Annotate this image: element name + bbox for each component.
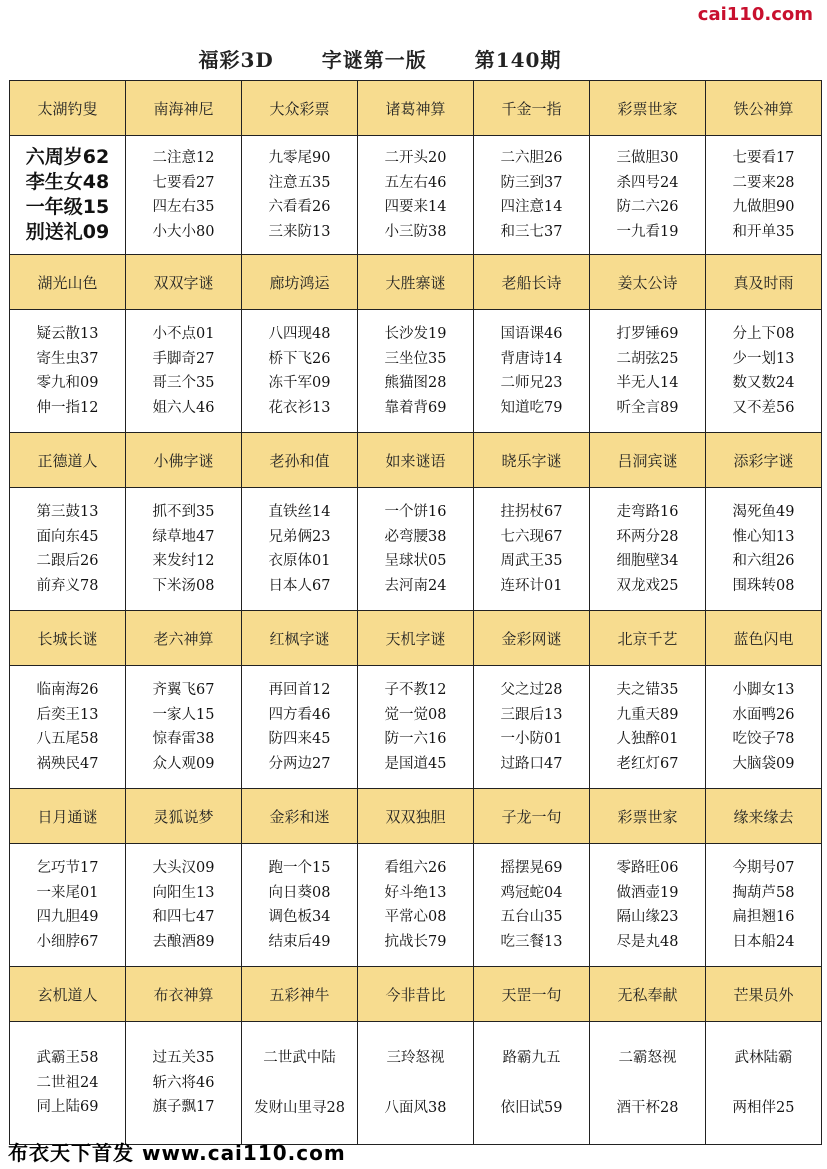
riddle-line: 和开单35 [732, 223, 795, 240]
column-title: 真及时雨 [706, 255, 822, 310]
riddle-line: 直铁丝14 [268, 504, 331, 520]
column-title: 天机字谜 [358, 611, 474, 666]
riddle-line: 别送礼09 [25, 221, 110, 243]
riddle-line: 哥三个35 [152, 375, 215, 391]
riddle-line: 国语课46 [500, 326, 563, 342]
riddle-line: 靠着背69 [384, 399, 447, 416]
column-title: 双双独胆 [358, 789, 474, 844]
riddle-line: 七要看17 [732, 150, 795, 166]
riddle-line: 少一划13 [732, 350, 795, 367]
riddle-line: 花衣衫13 [268, 399, 331, 416]
riddle-line: 前弃义78 [36, 577, 99, 594]
riddle-cell [590, 136, 706, 255]
riddle-line: 过五关35 [152, 1050, 215, 1067]
riddle-line: 日本船24 [732, 933, 795, 950]
riddle-line: 日本人67 [268, 577, 331, 594]
riddle-line: 二开头20 [384, 150, 447, 166]
column-title: 蓝色闪电 [706, 611, 822, 666]
column-title: 日月通谜 [10, 789, 126, 844]
riddle-line: 今期号07 [732, 860, 795, 876]
column-title: 红枫字谜 [242, 611, 358, 666]
riddle-line: 四要来14 [384, 199, 447, 215]
riddle-line: 必弯腰38 [384, 528, 447, 545]
riddle-line: 兄弟俩23 [268, 528, 331, 545]
riddle-line: 一个饼16 [384, 504, 447, 520]
riddle-line: 大头汉09 [152, 860, 215, 876]
riddle-cell [358, 666, 474, 789]
riddle-line: 注意五35 [268, 174, 331, 191]
column-title: 晓乐字谜 [474, 433, 590, 488]
riddle-line: 三玲怒视 [386, 1050, 445, 1066]
column-title: 灵狐说梦 [126, 789, 242, 844]
riddle-line: 和三七37 [500, 223, 563, 240]
header-row [10, 967, 822, 1022]
riddle-line: 又不差56 [732, 399, 795, 416]
riddle-cell [706, 488, 822, 611]
riddle-line: 二世武中陆 [263, 1050, 336, 1066]
riddle-line: 防四来45 [268, 731, 331, 747]
riddle-line: 疑云散13 [36, 326, 99, 342]
riddle-line: 小脚女13 [732, 682, 795, 698]
riddle-line: 乞巧节17 [36, 860, 99, 876]
column-title: 天罡一句 [474, 967, 590, 1022]
riddle-cell [10, 844, 126, 967]
header-row [10, 433, 822, 488]
column-title: 正德道人 [10, 433, 126, 488]
riddle-line: 父之过28 [500, 682, 563, 698]
riddle-line: 摇摆晃69 [500, 860, 563, 876]
column-title: 吕洞宾谜 [590, 433, 706, 488]
riddle-cell [358, 844, 474, 967]
riddle-line: 旗子飘17 [152, 1099, 215, 1116]
riddle-line: 鸡冠蛇04 [500, 884, 563, 901]
riddle-line: 小大小80 [152, 223, 215, 240]
riddle-line: 零路旺06 [616, 860, 679, 876]
riddle-line: 和六组26 [732, 553, 795, 569]
riddle-cell [242, 488, 358, 611]
column-title: 铁公神算 [706, 81, 822, 136]
riddle-line: 二师兄23 [500, 375, 563, 391]
riddle-line: 看组六26 [384, 860, 447, 876]
content-row [10, 844, 822, 967]
column-title: 金彩和迷 [242, 789, 358, 844]
riddle-cell [706, 1022, 822, 1145]
riddle-line: 做酒壶19 [616, 884, 679, 901]
riddle-line: 第三鼓13 [36, 504, 99, 520]
content-row [10, 1022, 822, 1145]
column-title: 南海神尼 [126, 81, 242, 136]
riddle-cell [358, 488, 474, 611]
riddle-line: 武霸王58 [36, 1050, 99, 1067]
riddle-cell [590, 488, 706, 611]
riddle-line: 同上陆69 [36, 1099, 99, 1116]
riddle-line: 打罗锤69 [616, 326, 679, 342]
riddle-line: 斩六将46 [152, 1074, 215, 1091]
riddle-cell [242, 310, 358, 433]
riddle-line: 众人观09 [152, 755, 215, 772]
riddle-line: 小三防38 [384, 223, 447, 240]
riddle-line: 三坐位35 [384, 350, 447, 367]
header-row [10, 81, 822, 136]
riddle-line: 七要看27 [152, 174, 215, 191]
column-title: 彩票世家 [590, 789, 706, 844]
riddle-line: 路霸九五 [502, 1050, 561, 1066]
riddle-line: 觉一觉08 [384, 706, 447, 723]
column-title: 小佛字谜 [126, 433, 242, 488]
riddle-line: 抗战长79 [384, 933, 447, 950]
riddle-line: 水面鸭26 [732, 706, 795, 723]
riddle-cell [10, 1022, 126, 1145]
riddle-cell [706, 844, 822, 967]
riddle-cell [10, 136, 126, 255]
riddle-cell [590, 844, 706, 967]
riddle-cell [590, 310, 706, 433]
riddle-line: 六周岁62 [25, 146, 110, 168]
riddle-line: 夫之错35 [616, 682, 679, 698]
riddle-cell [126, 136, 242, 255]
riddle-line: 来发纣12 [152, 553, 215, 569]
riddle-line: 桥下飞26 [268, 350, 331, 367]
riddle-cell [10, 666, 126, 789]
riddle-line: 五台山35 [500, 909, 563, 925]
riddle-line: 吃三餐13 [500, 933, 563, 950]
riddle-line: 尽是丸48 [616, 933, 679, 950]
riddle-line: 六看看26 [268, 199, 331, 215]
riddle-cell [242, 844, 358, 967]
riddle-line: 九零尾90 [268, 150, 331, 166]
riddle-line: 隔山缘23 [616, 909, 679, 925]
riddle-cell [10, 310, 126, 433]
riddle-cell [358, 310, 474, 433]
riddle-cell [706, 136, 822, 255]
header-issue: 第140期 [474, 48, 562, 72]
column-title: 五彩神牛 [242, 967, 358, 1022]
riddle-line: 围珠转08 [732, 577, 795, 594]
riddle-line: 掏葫芦58 [732, 884, 795, 901]
riddle-line: 渴死鱼49 [732, 504, 795, 520]
riddle-cell [242, 136, 358, 255]
riddle-line: 一年级15 [25, 196, 110, 218]
column-title: 无私奉献 [590, 967, 706, 1022]
riddle-line: 下米汤08 [152, 577, 215, 594]
column-title: 姜太公诗 [590, 255, 706, 310]
column-title: 双双字谜 [126, 255, 242, 310]
riddle-line: 二胡弦25 [616, 350, 679, 367]
riddle-cell [590, 1022, 706, 1145]
riddle-line: 小不点01 [152, 326, 215, 342]
content-row [10, 666, 822, 789]
riddle-line: 二要来28 [732, 174, 795, 191]
riddle-line: 寄生虫37 [36, 350, 99, 367]
riddle-line: 呈球状05 [384, 553, 447, 569]
riddle-line: 走弯路16 [616, 504, 679, 520]
column-title: 老六神算 [126, 611, 242, 666]
riddle-line: 长沙发19 [384, 326, 447, 342]
riddle-cell [126, 844, 242, 967]
column-title: 大胜寨谜 [358, 255, 474, 310]
riddle-line: 分上下08 [732, 326, 795, 342]
riddle-line: 大脑袋09 [732, 755, 795, 772]
riddle-line: 姐六人46 [152, 399, 215, 416]
riddle-line: 抓不到35 [152, 504, 215, 520]
riddle-line: 小细脖67 [36, 933, 99, 950]
riddle-line: 李生女48 [25, 171, 110, 193]
riddle-line: 二世祖24 [36, 1074, 99, 1091]
riddle-cell [358, 136, 474, 255]
riddle-line: 衣原体01 [268, 553, 331, 569]
riddle-line: 人独醉01 [616, 731, 679, 747]
riddle-line: 背唐诗14 [500, 350, 563, 367]
riddle-line: 一九看19 [616, 223, 679, 240]
riddle-line: 杀四号24 [616, 174, 679, 191]
riddle-cell [126, 666, 242, 789]
column-title: 千金一指 [474, 81, 590, 136]
riddle-line: 八四现48 [268, 326, 331, 342]
riddle-line: 子不教12 [384, 682, 447, 698]
column-title: 诸葛神算 [358, 81, 474, 136]
riddle-line: 武林陆霸 [734, 1050, 793, 1066]
header-row [10, 255, 822, 310]
riddle-line: 八面风38 [384, 1100, 447, 1116]
riddle-line: 四左右35 [152, 199, 215, 215]
content-row [10, 488, 822, 611]
column-title: 湖光山色 [10, 255, 126, 310]
riddle-line: 二六胆26 [500, 150, 563, 166]
riddle-line: 后奕王13 [36, 706, 99, 723]
riddle-line: 去河南24 [384, 577, 447, 594]
riddle-line: 是国道45 [384, 755, 447, 772]
header-row [10, 789, 822, 844]
content-row [10, 310, 822, 433]
riddle-cell [126, 488, 242, 611]
column-title: 芒果员外 [706, 967, 822, 1022]
riddle-line: 跑一个15 [268, 860, 331, 876]
riddle-line: 再回首12 [268, 682, 331, 698]
riddle-line: 扁担翘16 [732, 909, 795, 925]
riddle-line: 向日葵08 [268, 884, 331, 901]
column-title: 如来谜语 [358, 433, 474, 488]
riddle-cell [242, 1022, 358, 1145]
header-edition: 字谜第一版 [321, 48, 427, 72]
riddle-line: 酒干杯28 [616, 1100, 679, 1116]
riddle-line: 四方看46 [268, 706, 331, 723]
riddle-line: 零九和09 [36, 375, 99, 391]
riddle-line: 向阳生13 [152, 884, 215, 901]
riddle-line: 伸一指12 [36, 399, 99, 416]
riddle-line: 结束后49 [268, 933, 331, 950]
page-header [0, 44, 760, 80]
riddle-cell [474, 844, 590, 967]
column-title: 廊坊鸿运 [242, 255, 358, 310]
column-title: 金彩网谜 [474, 611, 590, 666]
riddle-line: 祸殃民47 [36, 755, 99, 772]
riddle-line: 周武王35 [500, 553, 563, 569]
riddle-line: 调色板34 [268, 909, 331, 925]
riddle-cell [242, 666, 358, 789]
column-title: 缘来缘去 [706, 789, 822, 844]
column-title: 布衣神算 [126, 967, 242, 1022]
riddle-line: 八五尾58 [36, 731, 99, 747]
riddle-cell [126, 1022, 242, 1145]
riddle-line: 冻千军09 [268, 375, 331, 391]
riddle-cell [706, 310, 822, 433]
riddle-line: 四注意14 [500, 199, 563, 215]
riddle-line: 防三到37 [500, 174, 563, 191]
riddle-line: 二跟后26 [36, 553, 99, 569]
riddle-cell [126, 310, 242, 433]
column-title: 老船长诗 [474, 255, 590, 310]
site-logo: cai110.com [697, 4, 813, 25]
riddle-line: 九重天89 [616, 706, 679, 723]
riddle-line: 两相伴25 [732, 1100, 795, 1116]
column-title: 今非昔比 [358, 967, 474, 1022]
riddle-line: 防二六26 [616, 199, 679, 215]
header-lottery-name: 福彩3D [198, 48, 274, 72]
riddle-cell [358, 1022, 474, 1145]
column-title: 子龙一句 [474, 789, 590, 844]
footer-watermark: 布衣天下首发 www.cai110.com [8, 1141, 346, 1165]
riddle-line: 熊猫图28 [384, 375, 447, 391]
riddle-line: 老红灯67 [616, 755, 679, 772]
riddle-line: 二注意12 [152, 150, 215, 166]
content-row [10, 136, 822, 255]
riddle-grid [9, 80, 822, 1145]
riddle-cell [474, 666, 590, 789]
riddle-cell [10, 488, 126, 611]
column-title: 彩票世家 [590, 81, 706, 136]
riddle-cell [706, 666, 822, 789]
column-title: 大众彩票 [242, 81, 358, 136]
riddle-line: 绿草地47 [152, 528, 215, 545]
riddle-line: 拄拐杖67 [500, 504, 563, 520]
riddle-cell [474, 136, 590, 255]
riddle-line: 面向东45 [36, 528, 99, 545]
header-row [10, 611, 822, 666]
riddle-line: 三跟后13 [500, 706, 563, 723]
riddle-line: 一小防01 [500, 731, 563, 747]
riddle-line: 连环计01 [500, 577, 563, 594]
riddle-line: 一家人15 [152, 706, 215, 723]
riddle-cell [590, 666, 706, 789]
riddle-line: 齐翼飞67 [152, 682, 215, 698]
riddle-line: 好斗绝13 [384, 884, 447, 901]
riddle-line: 半无人14 [616, 375, 679, 391]
riddle-line: 一来尾01 [36, 884, 99, 901]
riddle-line: 四九胆49 [36, 909, 99, 925]
riddle-cell [474, 310, 590, 433]
riddle-line: 依旧试59 [500, 1100, 563, 1116]
riddle-line: 和四七47 [152, 909, 215, 925]
riddle-line: 过路口47 [500, 755, 563, 772]
riddle-cell [474, 1022, 590, 1145]
riddle-line: 细胞壁34 [616, 553, 679, 569]
column-title: 北京千艺 [590, 611, 706, 666]
riddle-line: 临南海26 [36, 682, 99, 698]
riddle-line: 数又数24 [732, 375, 795, 391]
riddle-line: 防一六16 [384, 731, 447, 747]
riddle-line: 手脚奇27 [152, 350, 215, 367]
riddle-line: 惊春雷38 [152, 731, 215, 747]
riddle-line: 惟心知13 [732, 528, 795, 545]
riddle-line: 七六现67 [500, 528, 563, 545]
riddle-line: 九做胆90 [732, 199, 795, 215]
riddle-line: 吃饺子78 [732, 731, 795, 747]
riddle-cell [474, 488, 590, 611]
riddle-line: 双龙戏25 [616, 577, 679, 594]
riddle-line: 五左右46 [384, 174, 447, 191]
riddle-line: 环两分28 [616, 528, 679, 545]
column-title: 添彩字谜 [706, 433, 822, 488]
column-title: 玄机道人 [10, 967, 126, 1022]
riddle-line: 平常心08 [384, 909, 447, 925]
riddle-line: 分两边27 [268, 755, 331, 772]
riddle-line: 二霸怒视 [618, 1050, 677, 1066]
riddle-line: 知道吃79 [500, 399, 563, 416]
riddle-line: 三做胆30 [616, 150, 679, 166]
riddle-line: 去酿酒89 [152, 933, 215, 950]
column-title: 老孙和值 [242, 433, 358, 488]
riddle-line: 听全言89 [616, 399, 679, 416]
column-title: 长城长谜 [10, 611, 126, 666]
riddle-line: 三来防13 [268, 223, 331, 240]
riddle-line: 发财山里寻28 [254, 1100, 345, 1116]
column-title: 太湖钓叟 [10, 81, 126, 136]
